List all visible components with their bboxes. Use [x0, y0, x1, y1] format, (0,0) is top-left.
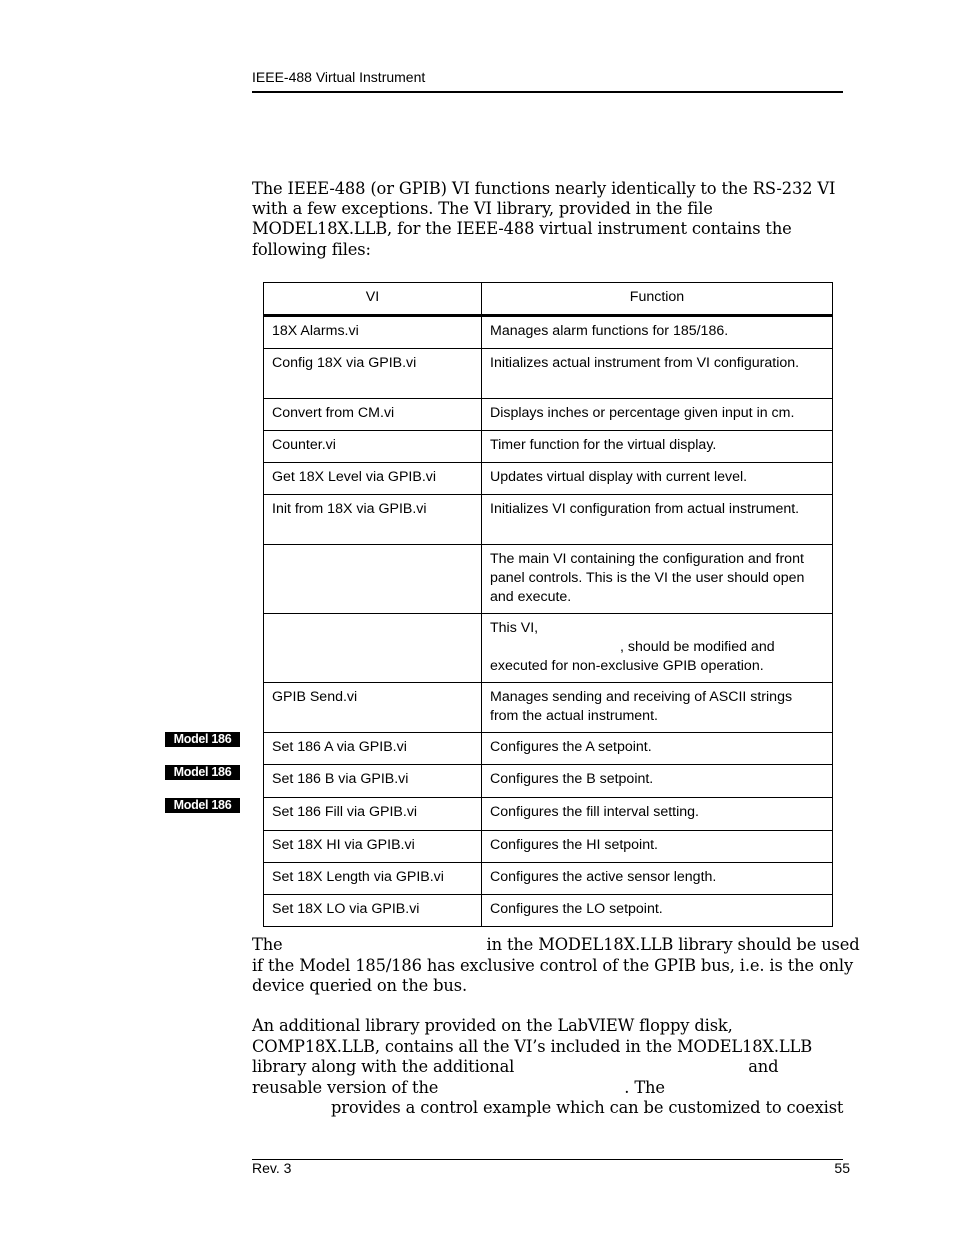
header-rule [252, 91, 843, 93]
column-header-function: Function [482, 283, 833, 316]
vi-name-cell: Set 186 B via GPIB.vi [264, 765, 482, 798]
vi-name-cell: Config 18X via GPIB.vi [264, 349, 482, 399]
column-header-vi: VI [264, 283, 482, 316]
table-row [264, 545, 833, 614]
vi-name-cell: Counter.vi [264, 431, 482, 463]
paragraph-line: provides a control example which can be customized to coexist [331, 1098, 844, 1117]
paragraph-line [252, 1057, 842, 1078]
vi-name-cell: Set 18X Length via GPIB.vi [264, 863, 482, 895]
table-row [264, 895, 833, 927]
vi-name-cell: Set 18X LO via GPIB.vi [264, 895, 482, 927]
function-cell: Updates virtual display with current level. [482, 463, 833, 495]
vi-name-cell [264, 614, 482, 683]
vi-name-cell: Set 186 A via GPIB.vi [264, 733, 482, 765]
table-row [264, 463, 833, 495]
page-number: 55 [834, 1160, 850, 1176]
function-cell: Initializes actual instrument from VI configuration. [482, 349, 833, 399]
intro-paragraph: The IEEE-488 (or GPIB) VI functions nearly identically to the RS-232 VI with a few exceptions. The VI library, provided in the file MODEL18X.LLB, for the IEEE-488 virtual instrument contains the following files: [252, 179, 836, 259]
text-run: The [252, 935, 283, 954]
table-header-row [264, 283, 833, 316]
table-row [264, 316, 833, 349]
paragraph-line: An additional library provided on the LabVIEW floppy disk, [252, 1016, 733, 1035]
vi-name-cell: Init from 18X via GPIB.vi [264, 495, 482, 545]
table-row [264, 733, 833, 765]
function-cell: Manages alarm functions for 185/186. [482, 316, 833, 349]
function-cell: Configures the LO setpoint. [482, 895, 833, 927]
function-cell: Timer function for the virtual display. [482, 431, 833, 463]
function-text-line: executed for non-exclusive GPIB operation. [490, 658, 764, 674]
function-cell: Displays inches or percentage given input in cm. [482, 399, 833, 431]
model-186-badge: Model 186 [165, 765, 240, 780]
vi-name-cell: Convert from CM.vi [264, 399, 482, 431]
paragraph-line: device queried on the bus. [252, 976, 467, 995]
vi-name-cell: Get 18X Level via GPIB.vi [264, 463, 482, 495]
function-cell: Configures the A setpoint. [482, 733, 833, 765]
vi-files-table [263, 282, 833, 927]
text-run: in the MODEL18X.LLB library should be used [486, 935, 860, 954]
function-text-line: , should be modified and [620, 639, 775, 655]
table-row [264, 831, 833, 863]
table-row [264, 863, 833, 895]
revision-label: Rev. 3 [252, 1160, 292, 1176]
function-cell: Configures the B setpoint. [482, 765, 833, 798]
footer-rule [252, 1159, 843, 1160]
table-row [264, 399, 833, 431]
function-cell: Configures the active sensor length. [482, 863, 833, 895]
table-row [264, 495, 833, 545]
function-cell: Initializes VI configuration from actual instrument. [482, 495, 833, 545]
table-row [264, 765, 833, 798]
function-cell: Configures the fill interval setting. [482, 798, 833, 831]
function-cell: Configures the HI setpoint. [482, 831, 833, 863]
exclusive-control-paragraph [252, 935, 860, 997]
vi-name-cell: Set 186 Fill via GPIB.vi [264, 798, 482, 831]
paragraph-line: COMP18X.LLB, contains all the VI’s included in the MODEL18X.LLB [252, 1036, 813, 1056]
paragraph-line: if the Model 185/186 has exclusive control of the GPIB bus, i.e. is the only [252, 955, 854, 975]
text-run: and [748, 1057, 779, 1076]
model-186-badge: Model 186 [165, 798, 240, 813]
text-run: . The [624, 1077, 665, 1097]
paragraph-line [252, 935, 860, 956]
vi-name-cell: 18X Alarms.vi [264, 316, 482, 349]
function-cell: Manages sending and receiving of ASCII strings from the actual instrument. [482, 683, 833, 733]
table-row [264, 431, 833, 463]
model-186-badge: Model 186 [165, 732, 240, 747]
function-cell [482, 614, 833, 683]
comp-library-paragraph [252, 1016, 842, 1119]
text-run: reusable version of the [252, 1077, 439, 1097]
table-row [264, 798, 833, 831]
vi-name-cell: Set 18X HI via GPIB.vi [264, 831, 482, 863]
paragraph-line [252, 1078, 842, 1099]
vi-name-cell [264, 545, 482, 614]
table-row [264, 349, 833, 399]
text-run: library along with the additional [252, 1057, 515, 1076]
function-cell: The main VI containing the configuration and front panel controls. This is the VI the user should open and execute. [482, 545, 833, 614]
table-row [264, 683, 833, 733]
function-text-line: This VI, [490, 620, 539, 636]
table-row [264, 614, 833, 683]
running-header: IEEE-488 Virtual Instrument [252, 69, 426, 85]
vi-name-cell: GPIB Send.vi [264, 683, 482, 733]
